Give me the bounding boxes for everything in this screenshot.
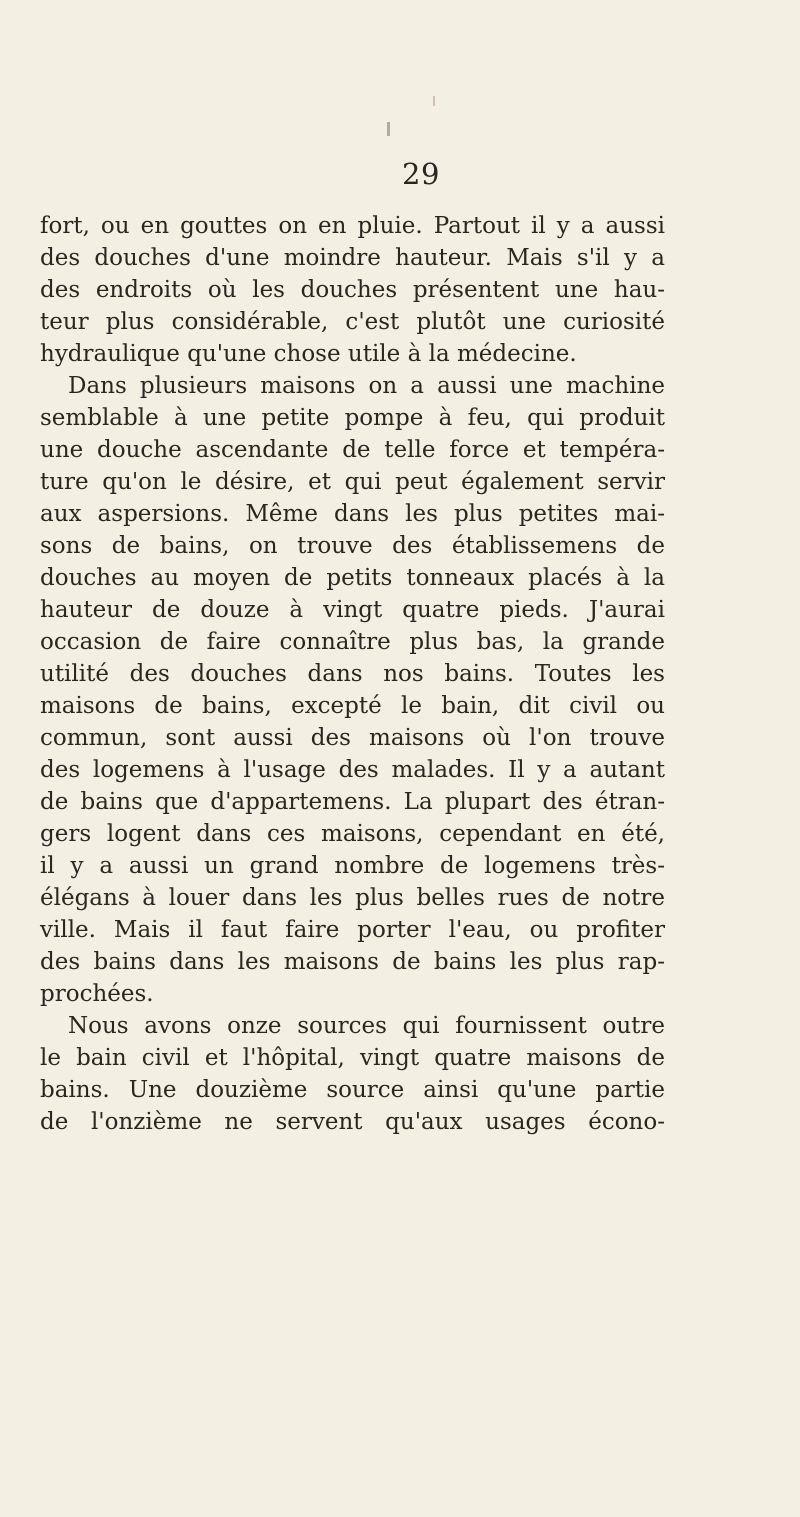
text-line: des douches d'une moindre hauteur. Mais s'il y a xyxy=(40,245,665,271)
text-line: semblable à une petite pompe à feu, qui produit xyxy=(40,405,665,431)
text-line: teur plus considérable, c'est plutôt une curiosité xyxy=(40,309,665,335)
text-line: des bains dans les maisons de bains les plus rap- xyxy=(40,949,665,975)
text-line: des logemens à l'usage des malades. Il y a autant xyxy=(40,757,665,783)
text-line: prochées. xyxy=(40,981,154,1007)
text-line: ville. Mais il faut faire porter l'eau, ou profiter xyxy=(40,917,665,943)
text-line: aux aspersions. Même dans les plus petites mai- xyxy=(40,501,665,527)
text-line: Nous avons onze sources qui fournissent outre xyxy=(68,1013,665,1039)
body-text xyxy=(40,210,665,1138)
text-line: des endroits où les douches présentent une hau- xyxy=(40,277,665,303)
text-line: douches au moyen de petits tonneaux placés à la xyxy=(40,565,665,591)
text-line: une douche ascendante de telle force et tempéra- xyxy=(40,437,665,463)
text-line: élégans à louer dans les plus belles rues de notre xyxy=(40,885,665,911)
text-line: ture qu'on le désire, et qui peut également servir xyxy=(40,469,665,495)
text-line: commun, sont aussi des maisons où l'on trouve xyxy=(40,725,665,751)
text-line: bains. Une douzième source ainsi qu'une partie xyxy=(40,1077,665,1103)
text-line: occasion de faire connaître plus bas, la grande xyxy=(40,629,665,655)
text-line: il y a aussi un grand nombre de logemens très- xyxy=(40,853,665,879)
page-number: 29 xyxy=(402,157,440,191)
text-line: le bain civil et l'hôpital, vingt quatre maisons de xyxy=(40,1045,665,1071)
text-line: hydraulique qu'une chose utile à la médecine. xyxy=(40,341,577,367)
text-line: de bains que d'appartemens. La plupart des étran- xyxy=(40,789,665,815)
text-line: gers logent dans ces maisons, cependant en été, xyxy=(40,821,665,847)
ink-speck xyxy=(387,122,390,136)
ink-speck xyxy=(433,96,435,106)
text-line: fort, ou en gouttes on en pluie. Partout il y a aussi xyxy=(40,213,665,239)
text-line: hauteur de douze à vingt quatre pieds. J'aurai xyxy=(40,597,665,623)
text-line: de l'onzième ne servent qu'aux usages écono- xyxy=(40,1109,665,1135)
text-line: Dans plusieurs maisons on a aussi une machine xyxy=(68,373,665,399)
text-line: maisons de bains, excepté le bain, dit civil ou xyxy=(40,693,665,719)
text-line: sons de bains, on trouve des établissemens de xyxy=(40,533,665,559)
text-line: utilité des douches dans nos bains. Toutes les xyxy=(40,661,665,687)
